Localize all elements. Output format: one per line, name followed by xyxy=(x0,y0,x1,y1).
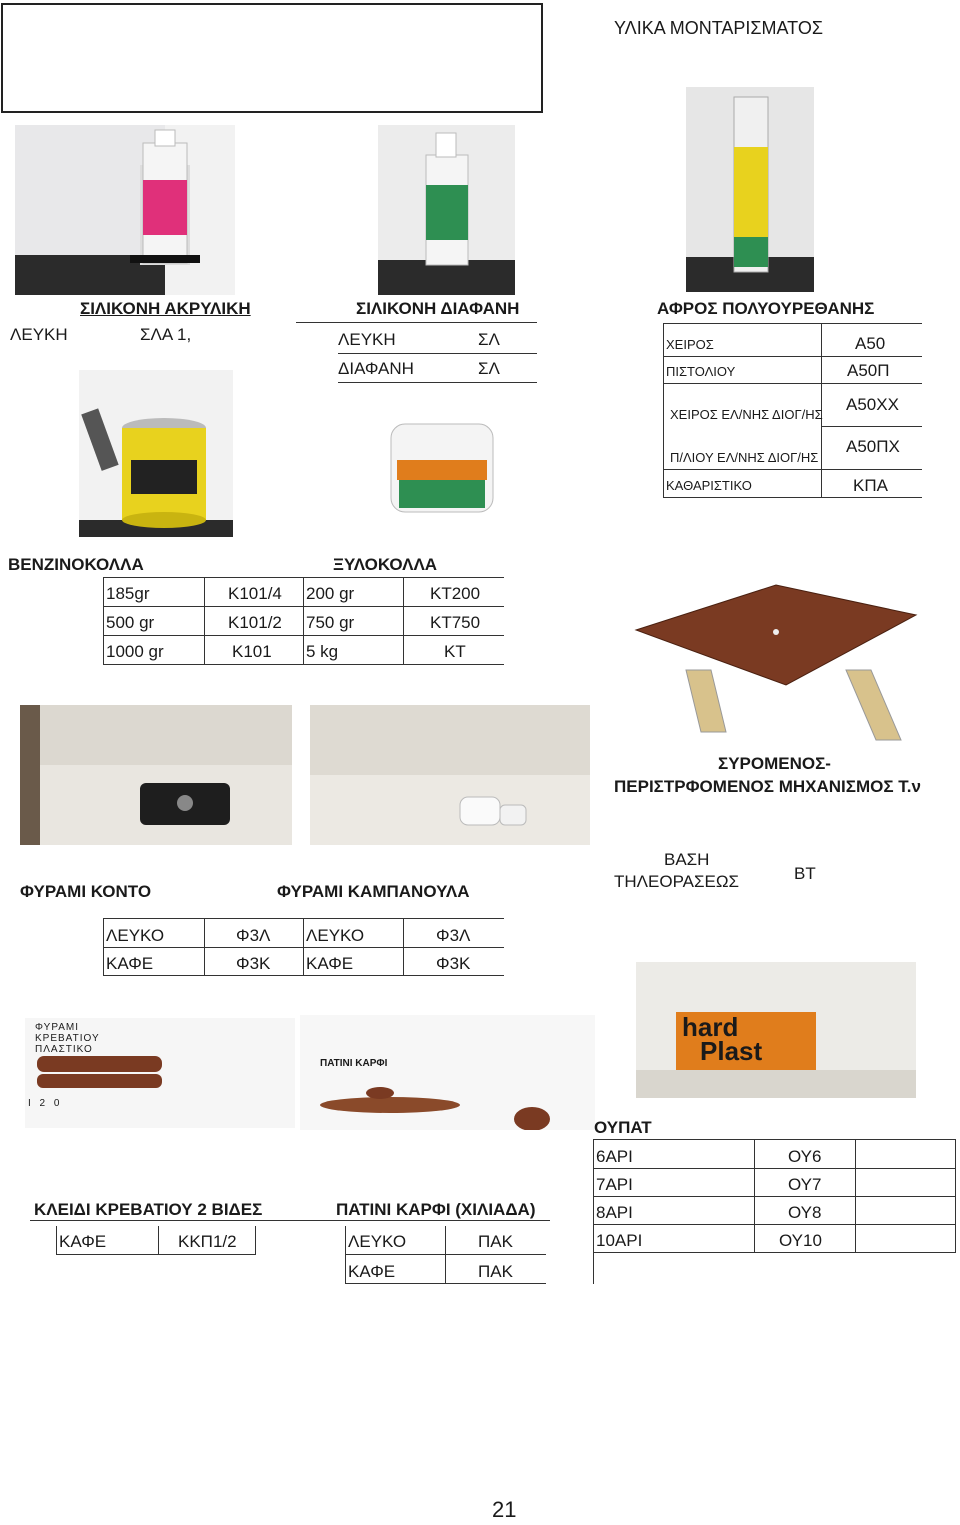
oupat-title: ΟΥΠΑΤ xyxy=(594,1118,652,1137)
glue-cell: 200 gr xyxy=(306,584,355,603)
fyrami-cell: ΚΑΦΕ xyxy=(306,954,354,973)
hardplast-word: Plast xyxy=(700,1036,763,1066)
hardplast-photo xyxy=(636,962,916,1098)
clear-silicone-row-name: ΔΙΑΦΑΝΗ xyxy=(338,359,414,378)
foam-row-code: Α50ΧΧ xyxy=(846,395,899,414)
tv-base-code: ΒΤ xyxy=(794,864,816,883)
header-box xyxy=(1,3,543,113)
oupat-cell: ΟΥ8 xyxy=(788,1203,822,1222)
bed-fitting-label: ΚΡΕΒΑΤΙΟΥ xyxy=(35,1033,100,1044)
acrylic-silicone-code: ΣΛΑ 1, xyxy=(140,325,192,344)
patini-cell: ΠΑΚ xyxy=(478,1232,513,1251)
foam-row-code: Α50ΠΧ xyxy=(846,437,900,456)
patini-title: ΠΑΤΙΝΙ ΚΑΡΦΙ (ΧΙΛΙΑΔΑ) xyxy=(336,1200,536,1219)
clear-silicone-title: ΣΙΛΙΚΟΝΗ ΔΙΑΦΑΝΗ xyxy=(356,299,520,318)
oupat-cell: ΟΥ7 xyxy=(788,1175,822,1194)
oupat-cell: ΟΥ6 xyxy=(788,1147,822,1166)
fyrami-cell: Φ3Λ xyxy=(236,926,271,945)
wood-putty-photo xyxy=(385,418,500,518)
acrylic-silicone-title: ΣΙΛΙΚΟΝΗ ΑΚΡΥΛΙΚΗ xyxy=(80,299,251,318)
page-title: ΥΛΙΚΑ ΜΟΝΤΑΡΙΣΜΑΤΟΣ xyxy=(614,18,823,38)
patini-cell: ΚΑΦΕ xyxy=(348,1262,396,1281)
foam-row-code: ΚΠΑ xyxy=(853,476,888,495)
oupat-cell: 7ΑΡΙ xyxy=(596,1175,633,1194)
glue-cell: Κ101 xyxy=(232,642,272,661)
foam-row-code: Α50Π xyxy=(847,361,890,380)
patini-cell: ΠΑΚ xyxy=(478,1262,513,1281)
tv-mechanism-line2: ΠΕΡΙΣΤΡΦΟΜΕΝΟΣ ΜΗΧΑΝΙΣΜΟΣ Τ.ν xyxy=(614,777,921,796)
fyrami-bell-title: ΦΥΡΑΜΙ ΚΑΜΠΑΝΟΥΛΑ xyxy=(277,882,470,901)
tv-mechanism-photo xyxy=(616,560,940,755)
oupat-cell: ΟΥ10 xyxy=(779,1231,822,1250)
acrylic-silicone-color: ΛΕΥΚΗ xyxy=(10,325,68,344)
bed-fitting-label: ΠΛΑΣΤΙΚΟ xyxy=(35,1044,93,1055)
clear-silicone-row-code: ΣΛ xyxy=(478,330,500,349)
tv-mechanism-line1: ΣΥΡΟΜΕΝΟΣ- xyxy=(718,754,831,773)
foam-row-name: ΧΕΙΡΟΣ ΕΛ/ΝΗΣ ΔΙΟΓ/ΗΣ xyxy=(670,407,823,422)
foam-row-code: Α50 xyxy=(855,334,886,353)
patini-photo xyxy=(300,1015,595,1130)
tv-base-line1: ΒΑΣΗ xyxy=(664,850,710,869)
acrylic-silicone-photo xyxy=(15,125,235,295)
patini-cell: ΛΕΥΚΟ xyxy=(348,1232,407,1251)
foam-row-name: ΚΑΘΑΡΙΣΤΙΚΟ xyxy=(666,478,752,493)
clear-silicone-row-name: ΛΕΥΚΗ xyxy=(338,330,396,349)
clear-silicone-photo xyxy=(378,125,515,295)
contact-glue-photo xyxy=(79,370,233,537)
glue-cell: Κ101/4 xyxy=(228,584,282,603)
fyrami-cell: Φ3Λ xyxy=(436,926,471,945)
tv-base-line2: ΤΗΛΕΟΡΑΣΕΩΣ xyxy=(614,872,740,891)
fyrami-short-photo xyxy=(20,705,292,845)
fyrami-cell: ΚΑΦΕ xyxy=(106,954,154,973)
fyrami-bell-photo xyxy=(310,705,590,845)
foam-row-name: ΧΕΙΡΟΣ xyxy=(666,337,714,352)
fyrami-cell: Φ3Κ xyxy=(236,954,271,973)
hardplast-word: hard xyxy=(682,1012,739,1042)
patini-photo-label: ΠΑΤΙΝΙ ΚΑΡΦΙ xyxy=(320,1058,388,1069)
glue-cell: ΚΤ xyxy=(444,642,466,661)
bed-fitting-label: ΦΥΡΑΜΙ xyxy=(35,1022,80,1033)
glue-cell: Κ101/2 xyxy=(228,613,282,632)
foam-row-name: Π/ΛΙΟΥ ΕΛ/ΝΗΣ ΔΙΟΓ/ΗΣ xyxy=(670,450,819,465)
fyrami-cell: ΛΕΥΚΟ xyxy=(106,926,165,945)
oupat-cell: 6ΑΡΙ xyxy=(596,1147,633,1166)
fyrami-cell: Φ3Κ xyxy=(436,954,471,973)
glue-cell: 5 kg xyxy=(306,642,339,661)
bed-key-title: ΚΛΕΙΔΙ ΚΡΕΒΑΤΙΟΥ 2 ΒΙΔΕΣ xyxy=(34,1200,263,1219)
glue-cell: 500 gr xyxy=(106,613,155,632)
wood-glue-title: ΞΥΛΟΚΟΛΛΑ xyxy=(333,555,438,574)
oupat-cell: 10ΑΡΙ xyxy=(596,1231,643,1250)
glue-cell: ΚΤ200 xyxy=(430,584,481,603)
glue-cell: ΚΤ750 xyxy=(430,613,481,632)
fyrami-cell: ΛΕΥΚΟ xyxy=(306,926,365,945)
foam-photo xyxy=(686,87,814,292)
glue-cell: 185gr xyxy=(106,584,150,603)
bed-key-cell: ΚΚΠ1/2 xyxy=(178,1232,237,1251)
bed-fitting-mark: Ι 2 0 xyxy=(28,1098,63,1109)
fyrami-short-title: ΦΥΡΑΜΙ ΚΟΝΤΟ xyxy=(20,882,152,901)
petrol-glue-title: ΒΕΝΖΙΝΟΚΟΛΛΑ xyxy=(8,555,144,574)
glue-cell: 750 gr xyxy=(306,613,355,632)
oupat-cell: 8ΑΡΙ xyxy=(596,1203,633,1222)
foam-title: ΑΦΡΟΣ ΠΟΛΥΟΥΡΕΘΑΝΗΣ xyxy=(657,299,875,318)
glue-cell: 1000 gr xyxy=(106,642,164,661)
clear-silicone-row-code: ΣΛ xyxy=(478,359,500,378)
bed-key-cell: ΚΑΦΕ xyxy=(59,1232,107,1251)
page-number: 21 xyxy=(492,1497,517,1522)
foam-row-name: ΠΙΣΤΟΛΙΟΥ xyxy=(666,364,736,379)
